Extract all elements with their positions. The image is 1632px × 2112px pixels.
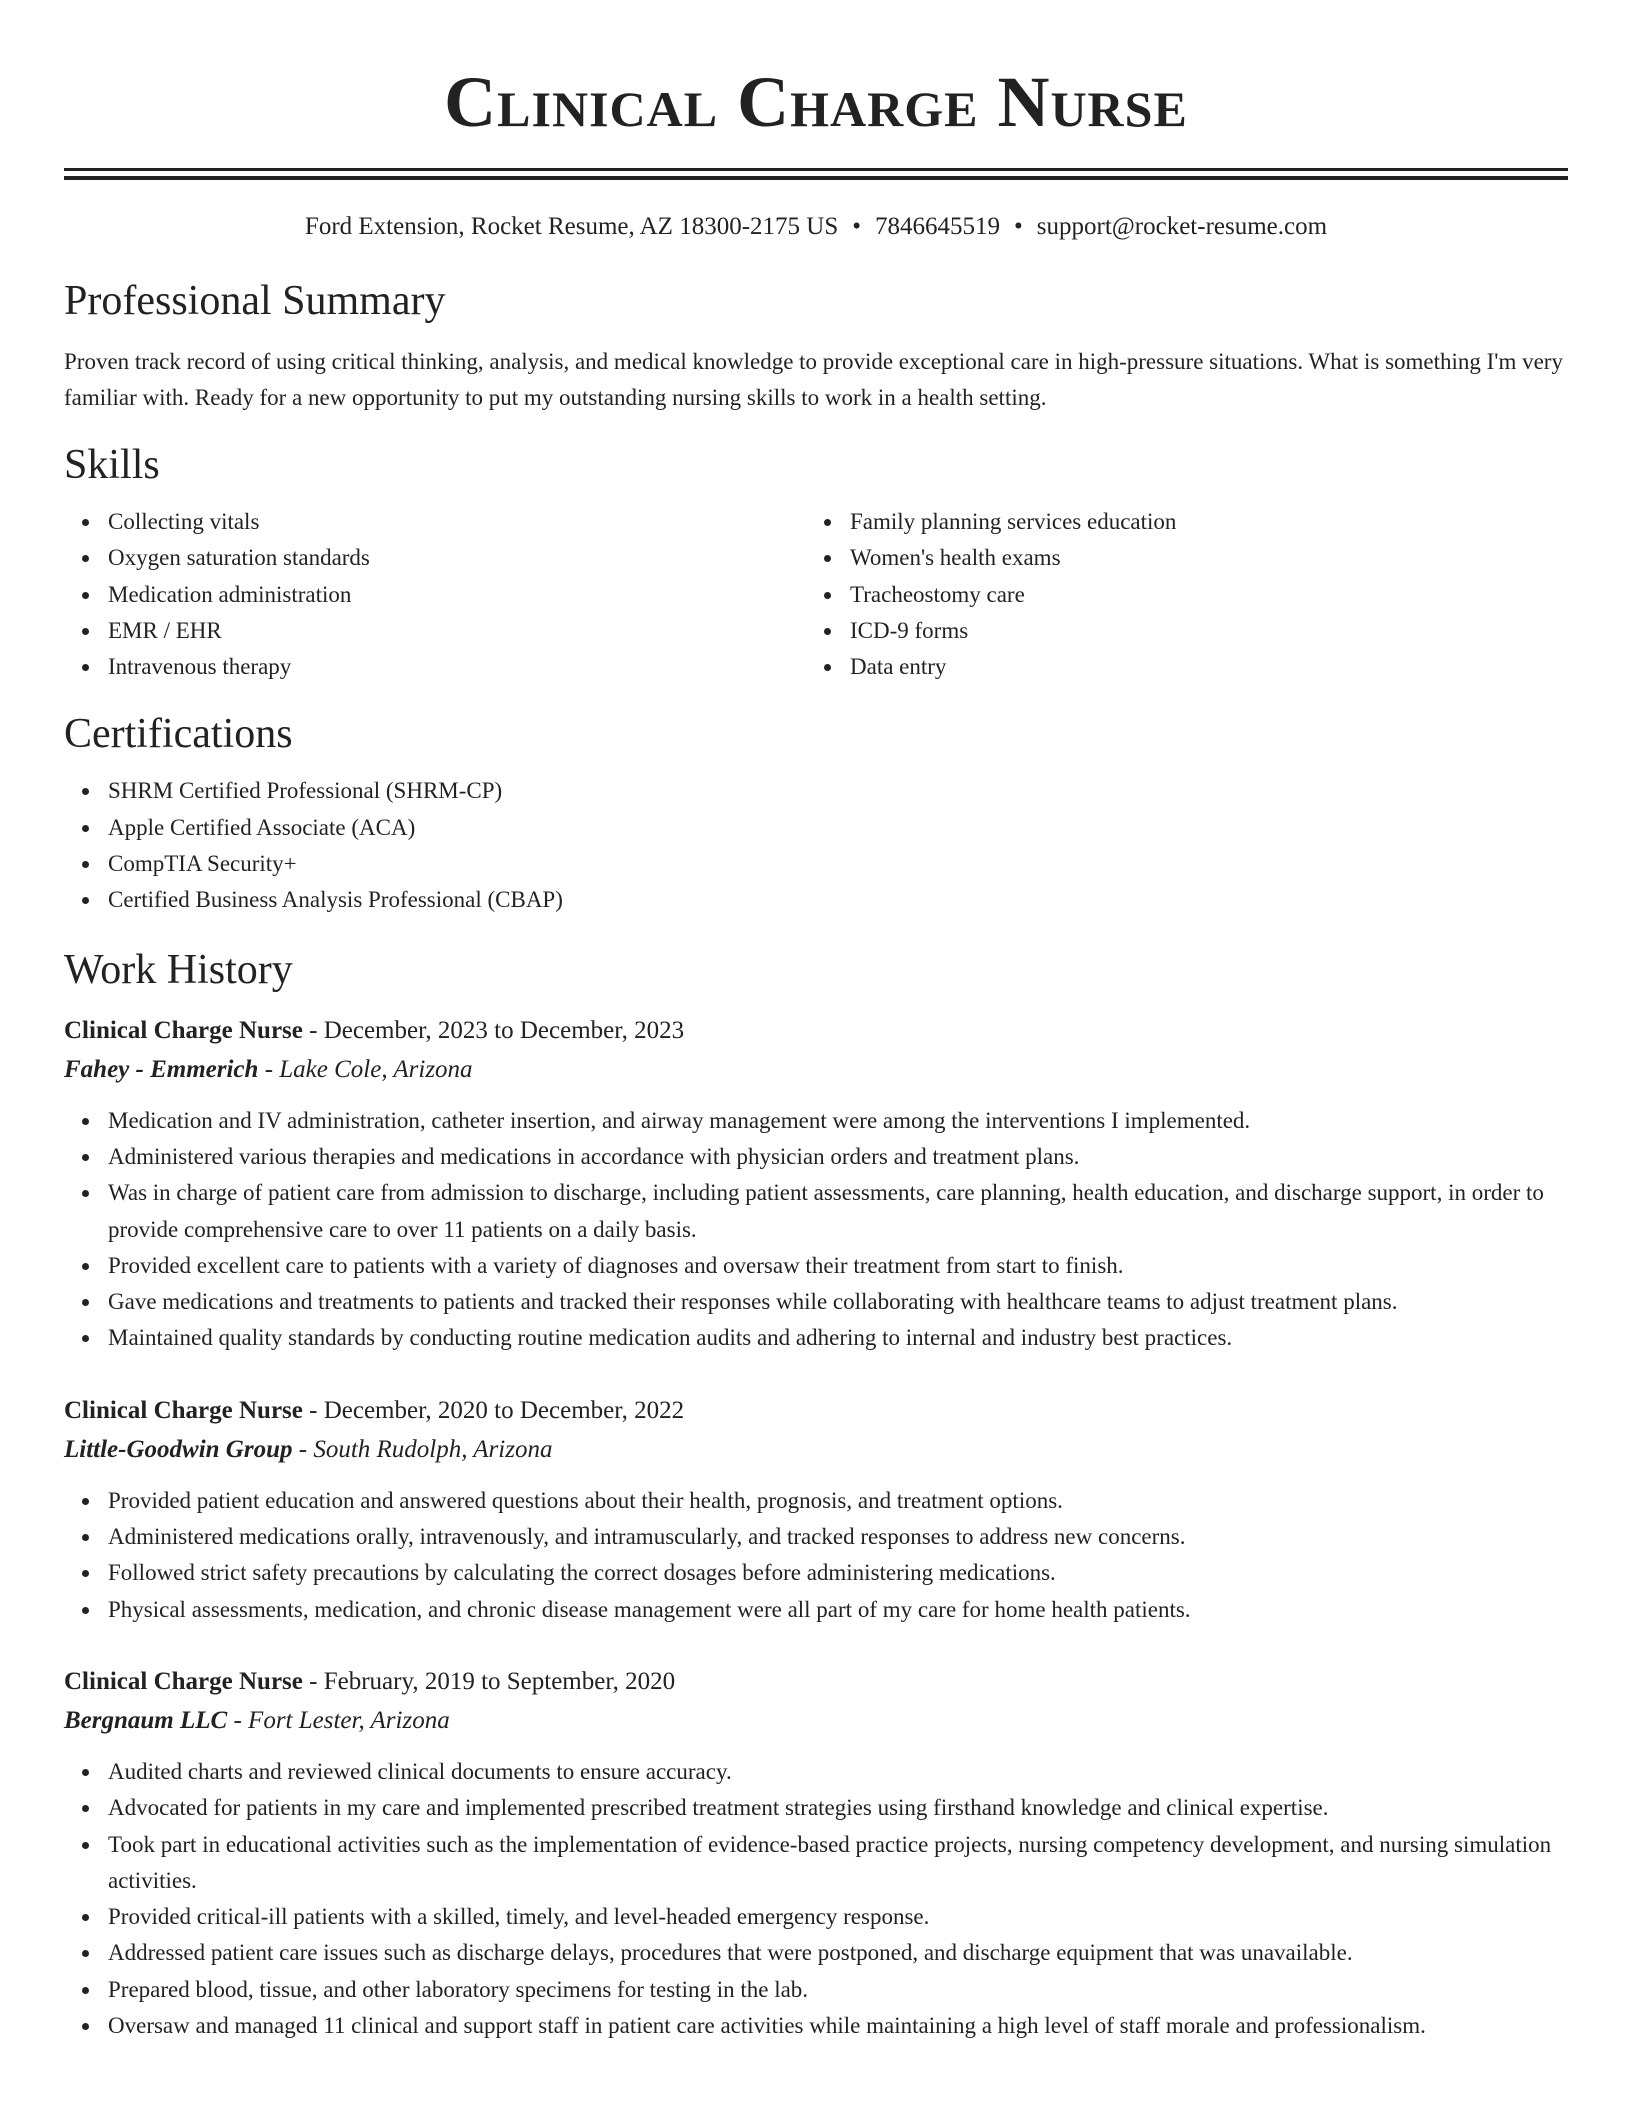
skill-item: Family planning services education: [806, 504, 1548, 540]
job-bullet: Provided critical-ill patients with a skilled, timely, and level-headed emergency response.: [64, 1899, 1568, 1935]
section-heading: Work History: [64, 946, 293, 993]
job-bullet-list: [64, 1483, 1568, 1628]
job-entry: [64, 1662, 1568, 2044]
certification-item: CompTIA Security+: [64, 846, 1568, 882]
skill-item: Women's health exams: [806, 540, 1548, 576]
job-bullet: Medication and IV administration, catheter insertion, and airway management were among the interventions I implemented.: [64, 1103, 1568, 1139]
contact-phone: 7846645519: [875, 213, 1000, 240]
job-bullet: Physical assessments, medication, and chronic disease management were all part of my care for home health patients.: [64, 1592, 1568, 1628]
job-company-line: [64, 1051, 1568, 1089]
skill-item: Tracheostomy care: [806, 577, 1548, 613]
job-title: Clinical Charge Nurse: [64, 1016, 303, 1044]
section-heading: Skills: [64, 442, 160, 488]
certification-item: SHRM Certified Professional (SHRM-CP): [64, 773, 1568, 809]
certification-item: Apple Certified Associate (ACA): [64, 810, 1568, 846]
job-title-line: [64, 1011, 1568, 1051]
summary-section: [64, 274, 1568, 416]
job-title-line: [64, 1391, 1568, 1431]
skill-item: ICD-9 forms: [806, 613, 1548, 649]
skills-column-left: [64, 504, 806, 685]
skills-section: [64, 438, 1568, 685]
contact-separator: •: [1014, 213, 1023, 240]
title-divider: [64, 168, 1568, 180]
job-company: Bergnaum LLC: [64, 1706, 228, 1734]
job-bullet: Prepared blood, tissue, and other laboratory specimens for testing in the lab.: [64, 1972, 1568, 2008]
resume-title: Clinical Charge Nurse: [444, 62, 1188, 142]
certification-list: [64, 773, 1568, 918]
job-bullet: Oversaw and managed 11 clinical and support staff in patient care activities while maintaining a high level of staff morale and professionalism.: [64, 2008, 1568, 2044]
job-bullet-list: [64, 1754, 1568, 2044]
section-heading: Certifications: [64, 711, 293, 758]
job-bullet: Took part in educational activities such as the implementation of evidence-based practice projects, nursing competency development, and nursing simulation activities.: [64, 1827, 1568, 1900]
certifications-section: [64, 707, 1568, 918]
job-bullet: Provided patient education and answered questions about their health, prognosis, and treatment options.: [64, 1483, 1568, 1519]
job-location: - Lake Cole, Arizona: [258, 1055, 473, 1083]
job-title: Clinical Charge Nurse: [64, 1667, 303, 1695]
contact-address: Ford Extension, Rocket Resume, AZ 18300-2175 US: [304, 213, 839, 240]
job-location: - Fort Lester, Arizona: [227, 1706, 450, 1734]
job-bullet: Administered medications orally, intravenously, and intramuscularly, and tracked responses to address new concerns.: [64, 1519, 1568, 1555]
work-history-section: [64, 943, 1568, 2045]
resume-page: [64, 0, 1568, 2044]
skill-item: Oxygen saturation standards: [64, 540, 806, 576]
job-bullet: Addressed patient care issues such as discharge delays, procedures that were postponed, and discharge equipment that was unavailable.: [64, 1935, 1568, 1971]
job-bullet: Advocated for patients in my care and implemented prescribed treatment strategies using firsthand knowledge and clinical expertise.: [64, 1790, 1568, 1826]
job-dates: - December, 2023 to December, 2023: [302, 1016, 685, 1044]
skill-item: EMR / EHR: [64, 613, 806, 649]
skills-grid: [64, 504, 1568, 685]
skill-item: Medication administration: [64, 577, 806, 613]
job-bullet: Administered various therapies and medications in accordance with physician orders and treatment plans.: [64, 1139, 1568, 1175]
job-bullet-list: [64, 1103, 1568, 1357]
job-dates: - February, 2019 to September, 2020: [302, 1667, 676, 1695]
contact-separator: •: [852, 213, 861, 240]
job-company: Fahey - Emmerich: [64, 1055, 259, 1083]
job-entry: [64, 1011, 1568, 1357]
job-company: Little-Goodwin Group: [64, 1435, 293, 1463]
contact-line: [64, 210, 1568, 244]
job-entry: [64, 1391, 1568, 1628]
job-location: - South Rudolph, Arizona: [292, 1435, 553, 1463]
job-bullet: Gave medications and treatments to patients and tracked their responses while collaborating with healthcare teams to adjust treatment plans.: [64, 1284, 1568, 1320]
skills-column-right: [806, 504, 1548, 685]
job-company-line: [64, 1702, 1568, 1740]
skill-item: Intravenous therapy: [64, 649, 806, 685]
job-title: Clinical Charge Nurse: [64, 1396, 303, 1424]
summary-text: Proven track record of using critical thinking, analysis, and medical knowledge to provide exceptional care in high-pressure situations. What is something I'm very familiar with. Ready for a new opportunity to put my outstanding nursing skills to work in a health setting.: [64, 349, 1563, 410]
job-bullet: Provided excellent care to patients with a variety of diagnoses and oversaw their treatment from start to finish.: [64, 1248, 1568, 1284]
section-heading: Professional Summary: [64, 278, 446, 324]
job-bullet: Was in charge of patient care from admission to discharge, including patient assessments, care planning, health education, and discharge support, in order to provide comprehensive care to over 11 patients on a daily basis.: [64, 1175, 1568, 1248]
job-bullet: Maintained quality standards by conducting routine medication audits and adhering to internal and industry best practices.: [64, 1320, 1568, 1356]
job-dates: - December, 2020 to December, 2022: [302, 1396, 685, 1424]
certification-item: Certified Business Analysis Professional (CBAP): [64, 882, 1568, 918]
skill-item: Data entry: [806, 649, 1548, 685]
job-title-line: [64, 1662, 1568, 1702]
job-bullet: Audited charts and reviewed clinical documents to ensure accuracy.: [64, 1754, 1568, 1790]
job-company-line: [64, 1431, 1568, 1469]
skill-item: Collecting vitals: [64, 504, 806, 540]
contact-email: support@rocket-resume.com: [1036, 213, 1328, 240]
job-bullet: Followed strict safety precautions by calculating the correct dosages before administering medications.: [64, 1555, 1568, 1591]
